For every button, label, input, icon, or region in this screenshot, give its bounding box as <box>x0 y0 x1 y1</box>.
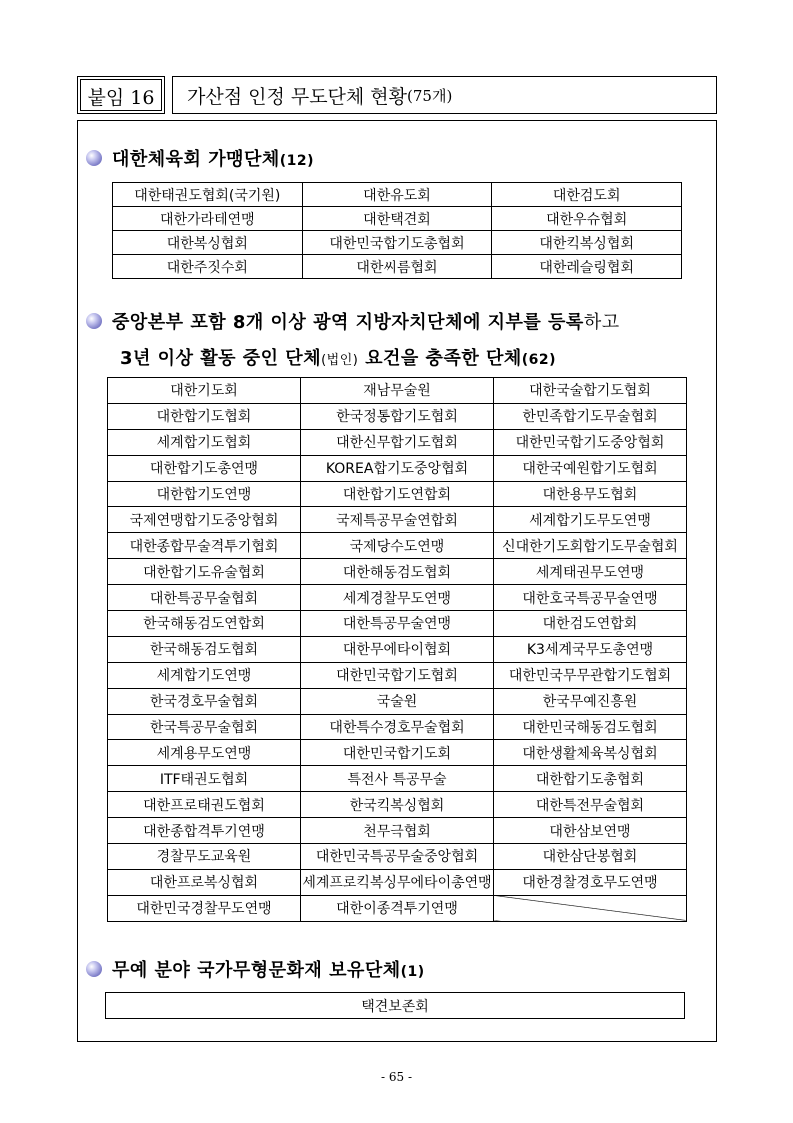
table-cell: 세계합기도연맹 <box>108 662 301 688</box>
section2-line2 <box>120 344 556 370</box>
section2-line2-small: (법인) <box>321 353 359 368</box>
table-cell: 한민족합기도무술협회 <box>494 403 687 429</box>
table-cell: 대한택견회 <box>302 207 492 231</box>
table-cell: 대한합기도유술협회 <box>108 559 301 585</box>
table-cell: 대한삼보연맹 <box>494 818 687 844</box>
table-cell: 대한신무합기도협회 <box>301 429 494 455</box>
table-row <box>108 766 687 792</box>
page-title-text: 가산점 인정 무도단체 현황 <box>187 85 408 108</box>
table-cell: 대한특수경호무술협회 <box>301 714 494 740</box>
table-row <box>108 740 687 766</box>
bullet-icon <box>86 150 102 166</box>
table-cell: 한국특공무술협회 <box>108 714 301 740</box>
table-cell: 국제당수도연맹 <box>301 533 494 559</box>
table-cell: 세계프로킥복싱무에타이총연맹 <box>301 869 494 895</box>
table-row <box>108 585 687 611</box>
bullet-icon <box>86 313 102 329</box>
table-cell: 대한이종격투기연맹 <box>301 895 494 921</box>
table-cell: 대한종합무술격투기협회 <box>108 533 301 559</box>
table-cell: 대한특공무술연맹 <box>301 611 494 637</box>
table-cell: 대한유도회 <box>302 183 492 207</box>
table-cell: 한국경호무술협회 <box>108 688 301 714</box>
table-cell: 대한해동검도협회 <box>301 559 494 585</box>
table-cell: 한국해동검도협회 <box>108 636 301 662</box>
table-row <box>108 792 687 818</box>
table-cell: 대한주짓수회 <box>113 255 303 279</box>
section3-count: (1) <box>400 964 425 980</box>
table-cell: 대한호국특공무술연맹 <box>494 585 687 611</box>
table-cell: 대한민국해동검도협회 <box>494 714 687 740</box>
section1-table <box>112 182 682 279</box>
table-cell: 대한생활체육복싱협회 <box>494 740 687 766</box>
table-row <box>108 429 687 455</box>
appendix-tag-inner-border <box>80 79 162 111</box>
section2-line2-bold-b: 요건을 충족한 단체 <box>358 348 522 369</box>
table-row <box>108 507 687 533</box>
table-row <box>108 636 687 662</box>
table-cell: 대한민국합기도회 <box>301 740 494 766</box>
section2-line1-plain: 하고 <box>583 312 620 333</box>
empty-diagonal-cell <box>494 895 687 921</box>
table-cell: 한국정통합기도협회 <box>301 403 494 429</box>
table-cell: 대한민국합기도중앙협회 <box>494 429 687 455</box>
table-cell: 대한국술합기도협회 <box>494 378 687 404</box>
table-cell: 대한특전무술협회 <box>494 792 687 818</box>
table-cell: 대한레슬링협회 <box>492 255 682 279</box>
table-cell: 세계경찰무도연맹 <box>301 585 494 611</box>
table-cell: 대한합기도협회 <box>108 403 301 429</box>
section1-title-wrap <box>112 145 314 171</box>
table-cell: 대한프로태권도협회 <box>108 792 301 818</box>
section2-line1-bold: 중앙본부 포함 8개 이상 광역 지방자치단체에 지부를 등록 <box>112 312 584 333</box>
table-cell: 대한국예원합기도협회 <box>494 455 687 481</box>
table-row <box>108 818 687 844</box>
table-row <box>108 895 687 921</box>
table-cell: 한국해동검도연합회 <box>108 611 301 637</box>
table-cell: 국술원 <box>301 688 494 714</box>
section2-line1 <box>112 308 620 334</box>
table-cell: 대한합기도총협회 <box>494 766 687 792</box>
table-cell: 대한합기도연맹 <box>108 481 301 507</box>
table-row <box>113 183 682 207</box>
table-cell: 대한합기도연합회 <box>301 481 494 507</box>
table-cell: 재남무술원 <box>301 378 494 404</box>
section3-heading <box>86 956 425 982</box>
page-title <box>172 76 717 114</box>
section1-count: (12) <box>279 153 315 169</box>
table-row <box>108 869 687 895</box>
table-row <box>108 455 687 481</box>
table-cell: 대한무에타이협회 <box>301 636 494 662</box>
table-cell: 신대한기도회합기도무술협회 <box>494 533 687 559</box>
table-row <box>113 255 682 279</box>
section2-heading-line2 <box>120 344 556 370</box>
section3-title: 무예 분야 국가무형문화재 보유단체 <box>112 960 401 981</box>
table-cell: 한국무예진흥원 <box>494 688 687 714</box>
table-row <box>108 611 687 637</box>
table-row <box>113 231 682 255</box>
section1-heading <box>86 145 314 171</box>
table-row <box>108 533 687 559</box>
table-cell: 경찰무도교육원 <box>108 844 301 870</box>
table-cell: ITF태권도협회 <box>108 766 301 792</box>
table-cell: 대한검도연합회 <box>494 611 687 637</box>
section3-table <box>105 992 685 1019</box>
table-cell: 대한경찰경호무도연맹 <box>494 869 687 895</box>
table-row <box>108 662 687 688</box>
section1-title: 대한체육회 가맹단체 <box>112 149 280 170</box>
table-cell: 대한합기도총연맹 <box>108 455 301 481</box>
table-cell: 국제특공무술연합회 <box>301 507 494 533</box>
table-row <box>108 844 687 870</box>
table-row <box>108 481 687 507</box>
table-row <box>108 688 687 714</box>
table-cell: 한국킥복싱협회 <box>301 792 494 818</box>
table-row <box>108 714 687 740</box>
appendix-tag-text: 붙임 16 <box>87 86 155 109</box>
table-cell: 대한종합격투기연맹 <box>108 818 301 844</box>
page-number: - 65 - <box>380 1070 412 1084</box>
table-cell: 대한우슈협회 <box>492 207 682 231</box>
table-cell: 대한민국무무관합기도협회 <box>494 662 687 688</box>
table-cell: 세계용무도연맹 <box>108 740 301 766</box>
table-cell: 대한민국합기도협회 <box>301 662 494 688</box>
table-cell: 대한민국합기도총협회 <box>302 231 492 255</box>
table-cell: 대한기도회 <box>108 378 301 404</box>
table-cell: 대한복싱협회 <box>113 231 303 255</box>
table-row <box>108 378 687 404</box>
table-cell: 천무극협회 <box>301 818 494 844</box>
section2-line2-bold-a: 3년 이상 활동 중인 단체 <box>120 348 322 369</box>
table-cell: 대한민국경찰무도연맹 <box>108 895 301 921</box>
table-cell: 세계합기도협회 <box>108 429 301 455</box>
appendix-tag <box>77 76 165 114</box>
bullet-icon <box>86 961 102 977</box>
page-title-count: (75개) <box>407 86 453 105</box>
section3-title-wrap <box>112 956 425 982</box>
table-cell: 국제연맹합기도중앙협회 <box>108 507 301 533</box>
table-cell: 대한용무도협회 <box>494 481 687 507</box>
table-row <box>108 403 687 429</box>
table-cell: 특전사 특공무술 <box>301 766 494 792</box>
section2-heading <box>86 308 620 334</box>
table-row <box>113 207 682 231</box>
table-cell: 대한민국특공무술중앙협회 <box>301 844 494 870</box>
table-cell: KOREA합기도중앙협회 <box>301 455 494 481</box>
table-cell: 대한태권도협회(국기원) <box>113 183 303 207</box>
table-row <box>106 993 685 1019</box>
table-cell: 대한특공무술협회 <box>108 585 301 611</box>
table-cell: 대한프로복싱협회 <box>108 869 301 895</box>
table-cell: 대한씨름협회 <box>302 255 492 279</box>
table-cell: K3세계국무도총연맹 <box>494 636 687 662</box>
section2-table <box>107 377 687 922</box>
table-cell: 대한삼단봉협회 <box>494 844 687 870</box>
table-cell: 대한킥복싱협회 <box>492 231 682 255</box>
table-cell: 대한가라테연맹 <box>113 207 303 231</box>
table-cell: 대한검도회 <box>492 183 682 207</box>
table-row <box>108 559 687 585</box>
table-cell: 택견보존회 <box>106 993 685 1019</box>
table-cell: 세계합기도무도연맹 <box>494 507 687 533</box>
table-cell: 세계태권무도연맹 <box>494 559 687 585</box>
section2-count: (62) <box>521 352 557 368</box>
